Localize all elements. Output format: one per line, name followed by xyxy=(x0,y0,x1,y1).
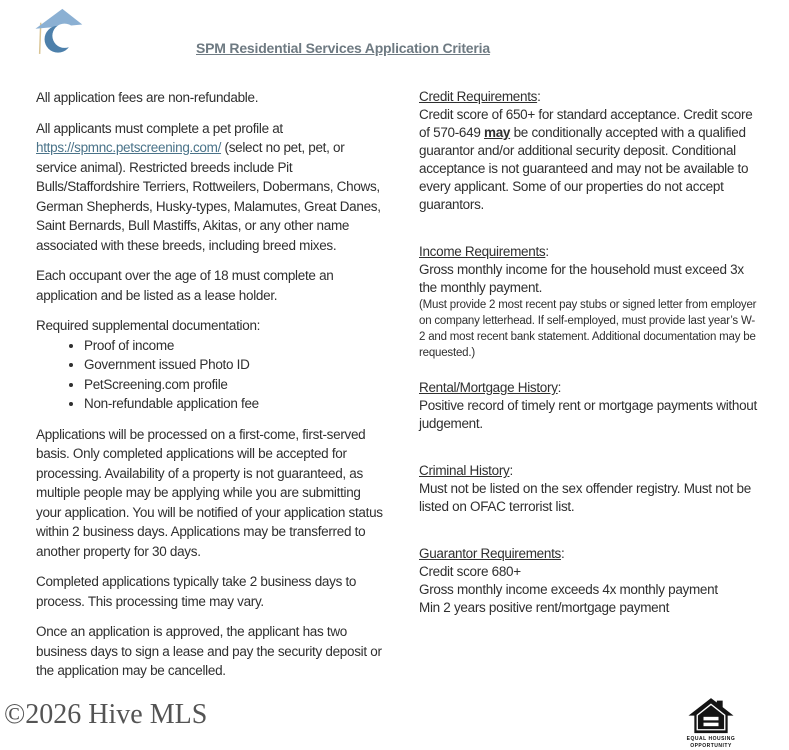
section-heading xyxy=(419,88,761,106)
heading-colon: : xyxy=(557,380,562,395)
supplemental-docs-label: Required supplemental documentation: xyxy=(36,318,261,333)
heading-colon: : xyxy=(537,89,541,104)
rental-body: Positive record of timely rent or mortgage payments without judgement. xyxy=(419,398,757,431)
section-income-requirements xyxy=(419,243,761,361)
heading-colon: : xyxy=(545,244,549,259)
list-item: • Proof of income xyxy=(84,336,384,356)
list-item: • Non-refundable application fee xyxy=(84,394,384,414)
right-column xyxy=(419,88,761,646)
paragraph-approval: Once an application is approved, the applicant has two business days to sign a lease and pay the security deposit or the application may be cancelled. xyxy=(36,624,382,678)
equal-housing-text-line2: OPPORTUNITY xyxy=(690,743,732,749)
heading-text: Income Requirements xyxy=(419,244,546,259)
section-heading xyxy=(419,545,761,563)
supplemental-docs-list xyxy=(36,336,384,414)
spm-logo-icon xyxy=(32,5,84,63)
equal-housing-logo xyxy=(684,697,738,749)
section-criminal-history xyxy=(419,462,761,516)
paragraph-fees: All application fees are non-refundable. xyxy=(36,90,259,105)
pet-policy-text-before: All applicants must complete a pet profile at xyxy=(36,120,283,136)
section-heading xyxy=(419,462,761,480)
section-heading xyxy=(419,379,761,397)
heading-text: Rental/Mortgage History xyxy=(419,380,558,395)
page-title: SPM Residential Services Application Criteria xyxy=(196,40,490,56)
paragraph-pet-policy xyxy=(36,119,384,256)
spm-logo xyxy=(32,5,84,63)
income-note: (Must provide 2 most recent pay stubs or signed letter from employer on company letterhead. If self-employed, must provide last year’s W-2 and most recent bank statement. Additional documentation may be requested.) xyxy=(419,299,757,359)
section-guarantor-requirements xyxy=(419,545,761,617)
credit-body-after: be conditionally accepted with a qualified guarantor and/or additional security deposit. Conditional acceptance is not guaranteed and may not be available to every applicant. Some of our properties do not accept guarantors. xyxy=(419,125,749,212)
section-rental-history xyxy=(419,379,761,433)
list-item: • PetScreening.com profile xyxy=(84,375,384,395)
paragraph-timeline: Completed applications typically take 2 business days to process. This processing time may vary. xyxy=(36,574,357,609)
heading-text: Criminal History xyxy=(419,463,510,478)
guarantor-line: Min 2 years positive rent/mortgage payment xyxy=(419,600,670,615)
paragraph-processing: Applications will be processed on a first-come, first-served basis. Only completed applications will be accepted for processing. Availability of a property is not guaranteed, as multiple people may be applying while you are submitting your application. You will be notified of your application status within 2 business days. Applications may be transferred to another property for 30 days. xyxy=(36,426,383,559)
credit-body-before: Credit score of 650+ for standard acceptance. Credit score of 570-649 xyxy=(419,107,753,140)
list-item: • Government issued Photo ID xyxy=(84,355,384,375)
guarantor-line: Credit score 680+ xyxy=(419,564,521,579)
section-credit-requirements xyxy=(419,88,761,214)
income-body: Gross monthly income for the household must exceed 3x the monthly payment. xyxy=(419,262,744,295)
pet-policy-text-after: (select no pet, pet, or service animal). Restricted breeds include Pit Bulls/Staffordshire Terriers, Rottweilers, Dobermans, Chows, German Shepherds, Husky-types, Malamutes, Great Danes, Saint Bernards, Bull Mastiffs, Akitas, or any other name associated with these breeds, including breed mixes. xyxy=(36,140,381,253)
equal-housing-text-line1: EQUAL HOUSING xyxy=(686,736,736,742)
heading-colon: : xyxy=(509,463,513,478)
petscreening-link[interactable]: https://spmnc.petscreening.com/ xyxy=(36,140,222,155)
guarantor-line: Gross monthly income exceeds 4x monthly payment xyxy=(419,582,718,597)
paragraph-occupants: Each occupant over the age of 18 must complete an application and be listed as a lease holder. xyxy=(36,268,334,303)
credit-emphasis: may xyxy=(484,125,511,140)
criminal-body: Must not be listed on the sex offender registry. Must not be listed on OFAC terrorist list. xyxy=(419,481,751,514)
heading-text: Credit Requirements xyxy=(419,89,538,104)
hive-mls-watermark: ©2026 Hive MLS xyxy=(4,699,208,730)
equal-housing-house-icon xyxy=(686,697,736,735)
left-column xyxy=(36,88,384,692)
heading-colon: : xyxy=(560,546,565,561)
heading-text: Guarantor Requirements xyxy=(419,546,561,561)
section-heading xyxy=(419,243,761,261)
credit-body xyxy=(419,106,761,214)
